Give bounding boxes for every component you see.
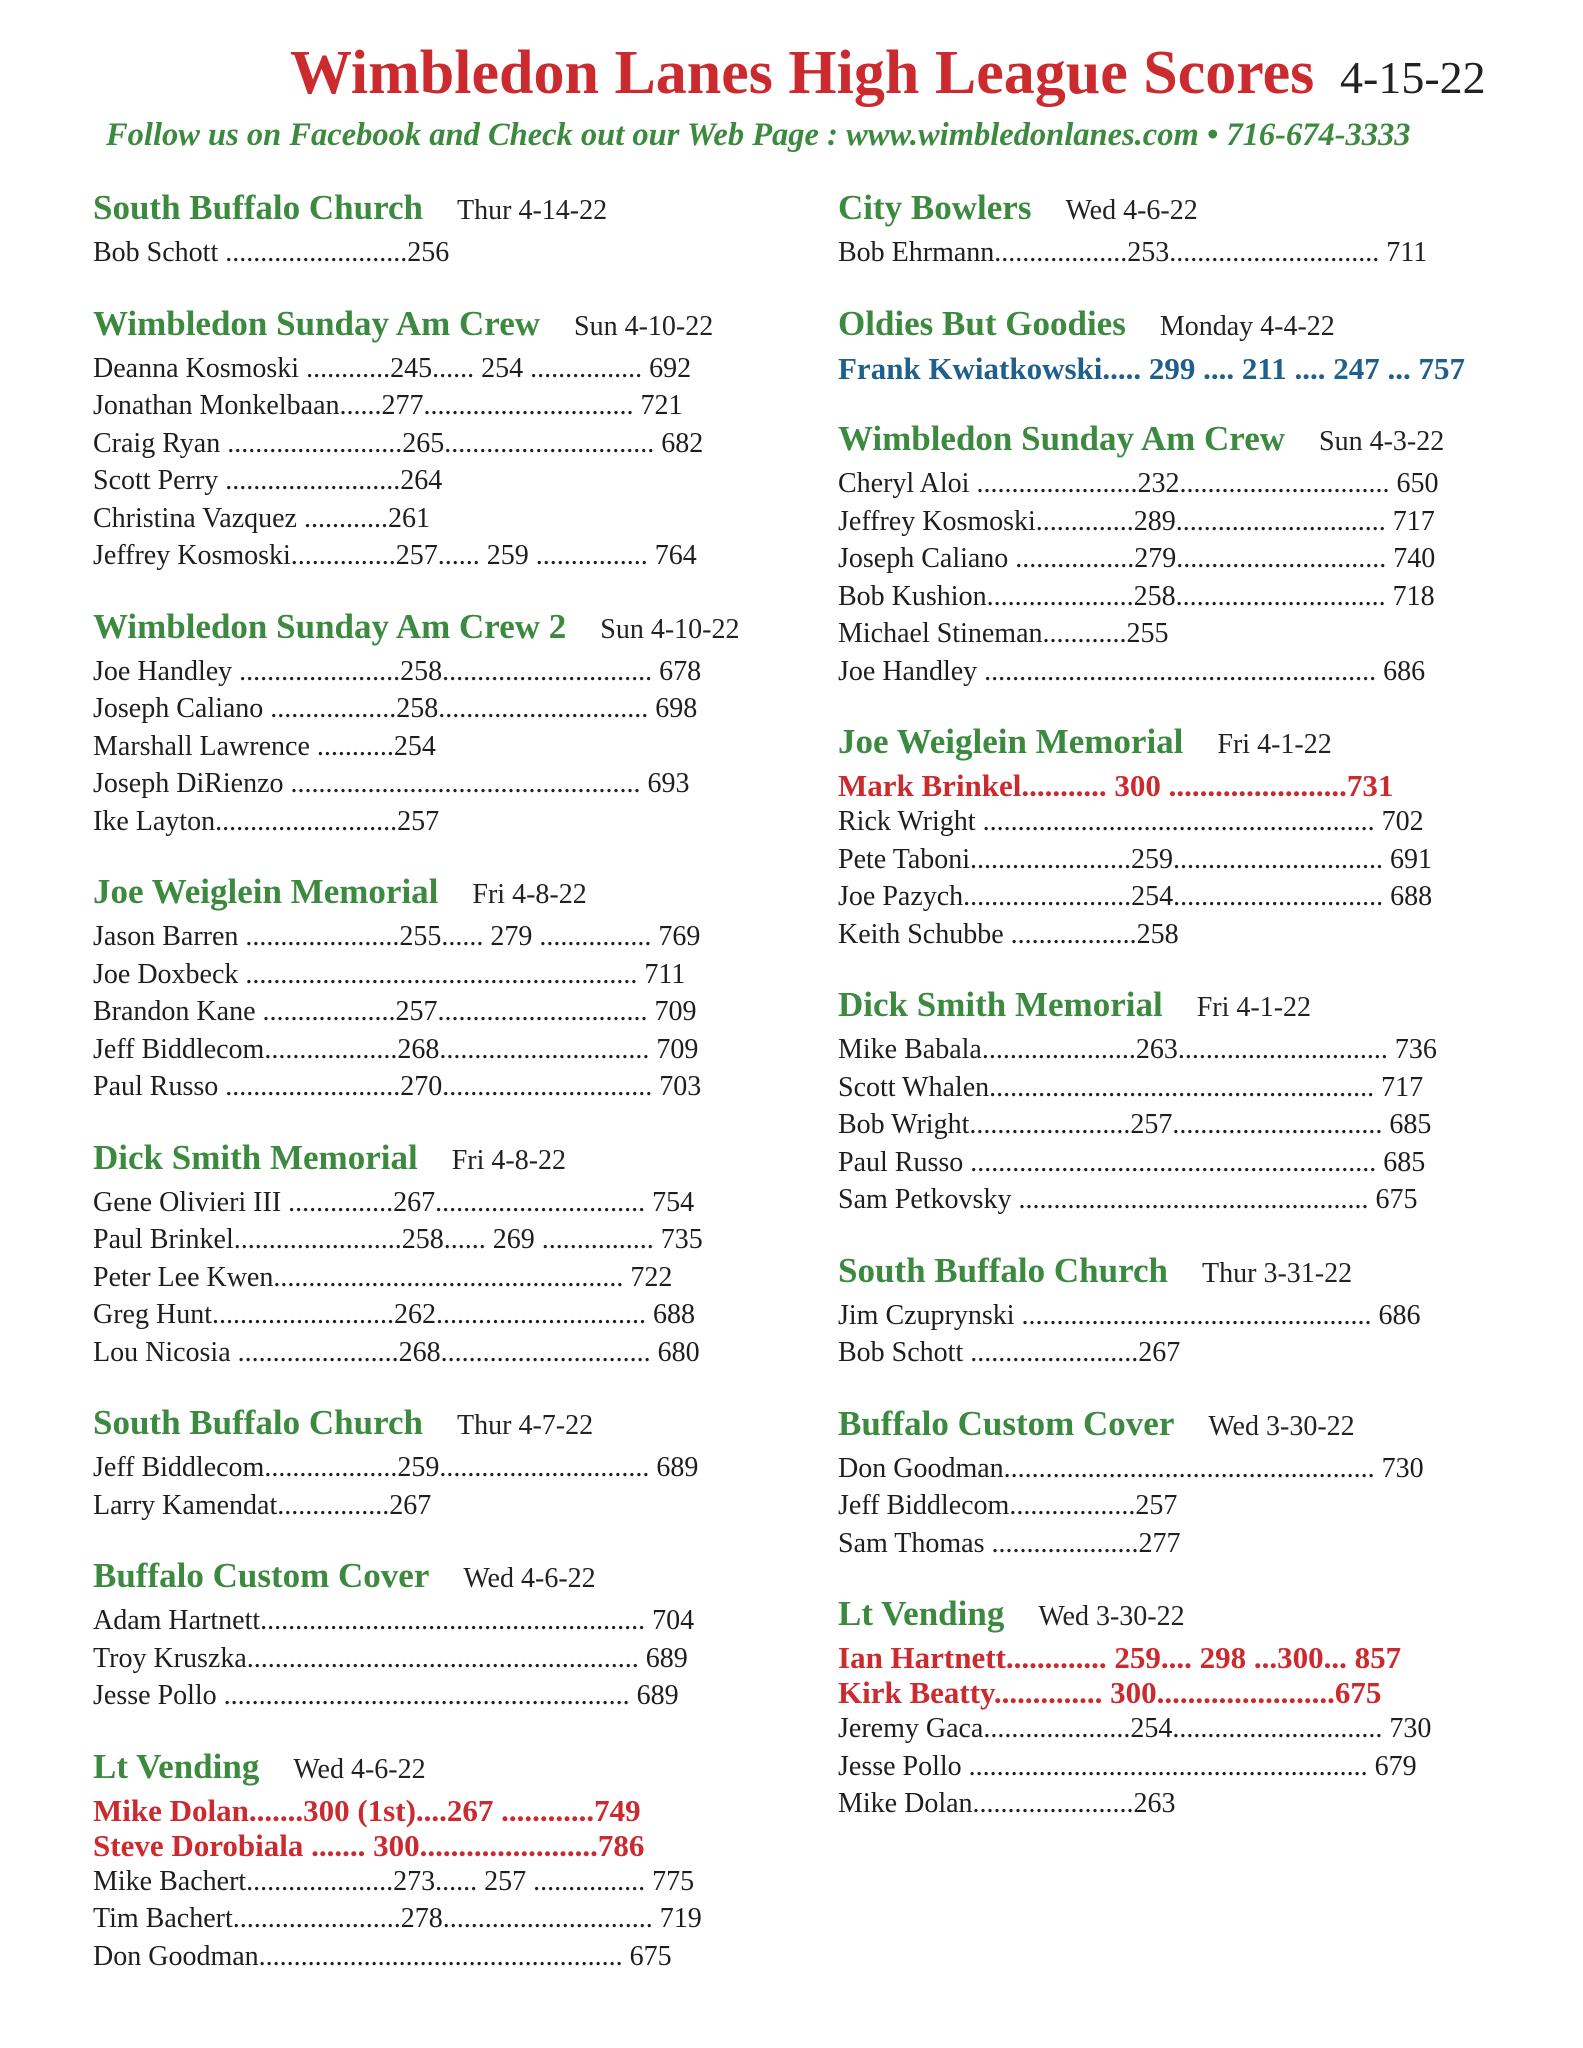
- league-header: [93, 1138, 733, 1184]
- league-section: [838, 722, 1478, 953]
- league-date: Wed 4-6-22: [293, 1753, 426, 1785]
- league-header: [838, 1594, 1478, 1640]
- highlight-score-row: Mark Brinkel........... 300 .......................731: [838, 768, 1394, 803]
- league-date: Sun 4-3-22: [1319, 426, 1445, 457]
- score-row: Bob Kushion.....................258.............................. 718: [838, 580, 1435, 612]
- score-row: Deanna Kosmoski ............245...... 254 ................ 692: [93, 352, 692, 384]
- league-header: [838, 722, 1478, 768]
- league-header: [93, 872, 733, 918]
- league-section: [838, 419, 1478, 690]
- highlight-score-row: Kirk Beatty.............. 300.......................675: [838, 1675, 1382, 1710]
- score-row: Jim Czuprynski .................................................. 686: [838, 1299, 1421, 1331]
- league-name: Wimbledon Sunday Am Crew 2: [93, 606, 567, 646]
- highlight-score-row: Mike Dolan.......300 (1st)....267 ............749: [93, 1792, 641, 1828]
- score-row: Joseph DiRienzo .................................................. 693: [93, 768, 690, 799]
- score-row: Jesse Pollo .......................................................... 689: [93, 1680, 679, 1711]
- league-name: Buffalo Custom Cover: [838, 1403, 1175, 1443]
- highlight-score-row: Ian Hartnett............. 259.... 298 ...300... 857: [838, 1640, 1402, 1675]
- score-row: Keith Schubbe ..................258: [838, 918, 1179, 950]
- league-date: Fri 4-8-22: [451, 1144, 567, 1176]
- league-name: Dick Smith Memorial: [838, 985, 1163, 1024]
- league-header: [838, 419, 1478, 465]
- league-name: Oldies But Goodies: [838, 303, 1126, 343]
- score-row: Joe Pazych........................254.............................. 688: [838, 881, 1433, 912]
- league-name: South Buffalo Church: [93, 188, 424, 227]
- score-row: Don Goodman.................................................... 675: [93, 1940, 672, 1972]
- score-row: Mike Dolan.......................263: [838, 1788, 1176, 1819]
- league-date: Fri 4-1-22: [1196, 992, 1312, 1023]
- score-row: Lou Nicosia .......................268.............................. 680: [93, 1336, 700, 1368]
- report-date: 4-15-22: [1340, 52, 1486, 103]
- league-date: Thur 3-31-22: [1202, 1257, 1353, 1289]
- league-name: Lt Vending: [838, 1594, 1005, 1633]
- highlight-score-row: Steve Dorobiala ....... 300.......................786: [93, 1827, 645, 1863]
- league-name: City Bowlers: [838, 188, 1032, 227]
- score-row: Jeff Biddlecom...................259.............................. 689: [93, 1452, 699, 1483]
- league-date: Fri 4-8-22: [472, 879, 587, 910]
- score-row: Frank Kwiatkowski..... 299 .... 211 .... 247 ... 757: [838, 350, 1465, 386]
- league-date: Wed 4-6-22: [463, 1563, 596, 1594]
- score-row: Craig Ryan .........................265.............................. 682: [93, 427, 704, 459]
- league-date: Thur 4-7-22: [457, 1410, 594, 1441]
- score-row: Scott Whalen....................................................... 717: [838, 1071, 1424, 1103]
- score-row: Jeffrey Kosmoski...............257...... 259 ................ 764: [93, 540, 697, 571]
- page-title: Wimbledon Lanes High League Scores: [290, 39, 1315, 107]
- score-row: Jeremy Gaca.....................254.............................. 730: [838, 1713, 1432, 1744]
- league-header: [93, 1403, 733, 1449]
- league-section: [93, 304, 733, 575]
- league-section: [93, 1138, 733, 1372]
- score-row: Jonathan Monkelbaan......277.............................. 721: [93, 390, 683, 421]
- league-section: [838, 1404, 1478, 1563]
- league-date: Wed 3-30-22: [1038, 1601, 1185, 1632]
- score-row: Ike Layton..........................257: [93, 805, 440, 837]
- league-name: Wimbledon Sunday Am Crew: [93, 303, 541, 343]
- league-date: Sun 4-10-22: [600, 613, 740, 645]
- score-row: Troy Kruszka........................................................ 689: [93, 1642, 688, 1674]
- score-row: Mike Bachert.....................273...... 257 ................ 775: [93, 1865, 695, 1897]
- score-row: Gene Olivieri III ...............267.............................. 754: [93, 1186, 695, 1218]
- score-row: Joseph Caliano .................279.............................. 740: [838, 543, 1436, 574]
- score-row: Sam Thomas .....................277: [838, 1527, 1181, 1559]
- score-row: Jeffrey Kosmoski..............289.............................. 717: [838, 505, 1435, 537]
- league-section: [838, 304, 1478, 388]
- league-section: [93, 872, 733, 1106]
- score-row: Bob Ehrmann...................253.............................. 711: [838, 237, 1428, 268]
- league-name: Buffalo Custom Cover: [93, 1556, 430, 1595]
- score-row: Joseph Caliano ..................258.............................. 698: [93, 693, 698, 724]
- score-row: Cheryl Aloi .......................232.............................. 650: [838, 468, 1439, 499]
- league-name: Wimbledon Sunday Am Crew: [838, 419, 1286, 458]
- league-name: Dick Smith Memorial: [93, 1137, 418, 1177]
- league-section: [93, 606, 740, 841]
- score-row: Tim Bachert........................278.............................. 719: [93, 1903, 702, 1934]
- score-row: Jeff Biddlecom..................257: [838, 1490, 1178, 1521]
- league-header: [93, 188, 733, 234]
- score-row: Marshall Lawrence ...........254: [93, 730, 436, 762]
- league-date: Sun 4-10-22: [574, 310, 714, 342]
- score-row: Joe Handley .......................258.............................. 678: [93, 655, 702, 687]
- score-row: Bob Schott ..........................256: [93, 237, 450, 268]
- score-row: Rick Wright ........................................................ 702: [838, 806, 1424, 837]
- league-date: Monday 4-4-22: [1159, 310, 1335, 342]
- score-row: Bob Schott ........................267: [838, 1337, 1181, 1368]
- score-row: Brandon Kane ...................257.............................. 709: [93, 996, 697, 1027]
- league-section: [93, 1747, 733, 1976]
- score-row: Paul Russo .......................................................... 685: [838, 1146, 1426, 1178]
- league-name: Joe Weiglein Memorial: [93, 872, 439, 911]
- league-header: [838, 1404, 1478, 1450]
- league-header: [838, 1251, 1478, 1297]
- score-row: Pete Taboni.......................259.............................. 691: [838, 843, 1433, 875]
- score-row: Mike Babala......................263.............................. 736: [838, 1034, 1437, 1065]
- right-column: [838, 188, 1478, 1823]
- contact-line: Follow us on Facebook and Check out our Web Page : www.wimbledonlanes.com • 716-674-3333: [106, 117, 1411, 153]
- score-row: Don Goodman..................................................... 730: [838, 1452, 1424, 1484]
- score-row: Greg Hunt..........................262.............................. 688: [93, 1299, 695, 1330]
- score-row: Joe Handley ........................................................ 686: [838, 655, 1426, 687]
- league-name: Joe Weiglein Memorial: [838, 722, 1184, 761]
- league-date: Wed 3-30-22: [1208, 1410, 1355, 1442]
- score-row: Christina Vazquez ............261: [93, 502, 430, 534]
- score-row: Joe Doxbeck ........................................................ 711: [93, 958, 686, 990]
- league-name: Lt Vending: [93, 1746, 260, 1786]
- left-column: [93, 188, 740, 1975]
- league-header: [93, 1556, 733, 1602]
- league-date: Thur 4-14-22: [457, 195, 608, 226]
- score-row: Jesse Pollo ......................................................... 679: [838, 1750, 1417, 1782]
- league-name: South Buffalo Church: [93, 1403, 424, 1442]
- league-section: [838, 1251, 1478, 1372]
- league-date: Fri 4-1-22: [1217, 729, 1332, 760]
- score-row: Bob Wright.......................257.............................. 685: [838, 1109, 1432, 1140]
- score-row: Jason Barren ......................255...... 279 ................ 769: [93, 921, 701, 952]
- league-date: Wed 4-6-22: [1065, 195, 1198, 226]
- league-header: [93, 606, 740, 653]
- score-row: Jeff Biddlecom...................268.............................. 709: [93, 1033, 699, 1065]
- league-section: [838, 188, 1478, 272]
- score-row: Peter Lee Kwen.................................................. 722: [93, 1261, 673, 1293]
- score-row: Sam Petkovsky .................................................. 675: [838, 1184, 1418, 1215]
- league-header: [93, 304, 733, 350]
- league-section: [838, 985, 1478, 1219]
- score-row: Paul Brinkel........................258...... 269 ................ 735: [93, 1224, 703, 1255]
- league-header: [93, 1747, 733, 1793]
- league-header: [838, 304, 1478, 350]
- league-header: [838, 188, 1478, 234]
- score-row: Scott Perry .........................264: [93, 465, 443, 496]
- league-section: [93, 1556, 733, 1715]
- league-section: [838, 1594, 1478, 1823]
- league-name: South Buffalo Church: [838, 1250, 1169, 1290]
- league-section: [93, 1403, 733, 1524]
- score-row: Larry Kamendat................267: [93, 1489, 432, 1521]
- score-row: Paul Russo .........................270.............................. 703: [93, 1071, 702, 1102]
- score-row: Adam Hartnett....................................................... 704: [93, 1605, 695, 1636]
- league-section: [93, 188, 733, 272]
- league-header: [838, 985, 1478, 1031]
- score-row: Michael Stineman............255: [838, 618, 1169, 649]
